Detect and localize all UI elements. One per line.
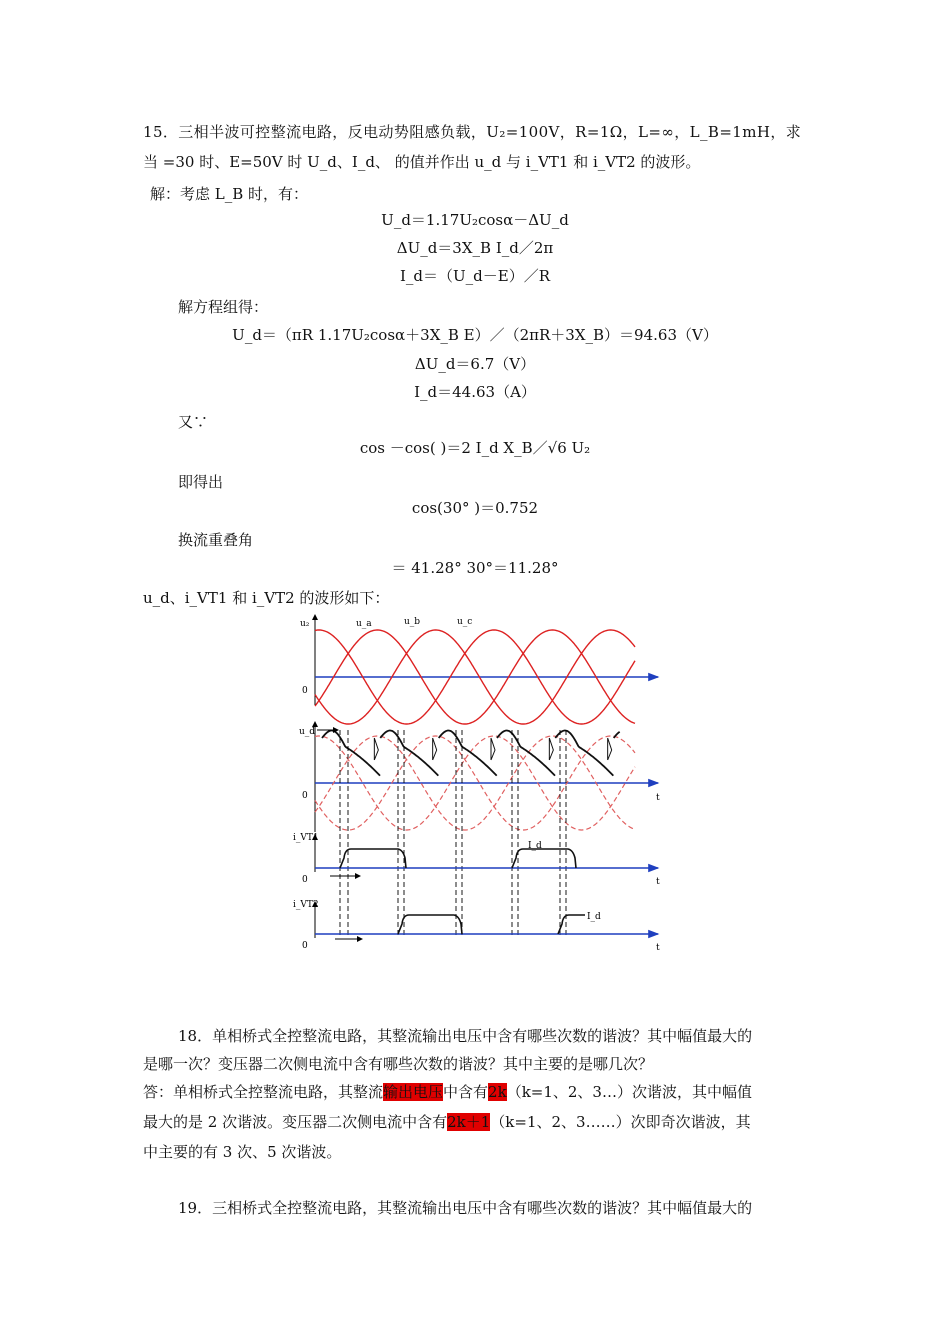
since-label: 又∵ [178, 413, 209, 431]
ivt2-pulse-2 [558, 915, 585, 934]
label-id-1: I_d [528, 841, 542, 851]
q18-line2: 是哪一次？变压器二次侧电流中含有哪些次数的谐波？其中主要的是哪几次？ [143, 1055, 654, 1073]
q18-answer-line3: 中主要的有 3 次、5 次谐波。 [143, 1143, 342, 1161]
label-u2: u₂ [300, 619, 310, 629]
result-label: 即得出 [178, 473, 224, 491]
label-ub: u_b [404, 617, 421, 627]
equation-cos: cos －cos( )＝2 I_d X_B／√6 U₂ [359, 439, 591, 457]
overlap-label: 换流重叠角 [178, 531, 254, 549]
label-ua: u_a [356, 619, 372, 629]
highlight-2k-plus-1: 2k＋1 [447, 1113, 491, 1131]
label-t-2: t [656, 793, 660, 803]
equation-delta-ud-result: ΔU_d＝6.7（V） [414, 355, 536, 373]
equation-delta-ud: ΔU_d＝3X_B I_d／2π [396, 239, 554, 257]
equation-overlap: ＝ 41.28° 30°＝11.28° [391, 559, 559, 577]
label-ivt1: i_VT1 [293, 833, 319, 843]
q18-line1: 18．单相桥式全控整流电路，其整流输出电压中含有哪些次数的谐波？其中幅值最大的 [178, 1027, 753, 1045]
label-zero-3: 0 [302, 875, 308, 885]
q15-solution-intro: 解：考虑 L_B 时，有： [150, 185, 309, 203]
q19-line1: 19．三相桥式全控整流电路，其整流输出电压中含有哪些次数的谐波？其中幅值最大的 [178, 1199, 753, 1217]
solve-label: 解方程组得： [178, 298, 269, 316]
label-zero-2: 0 [302, 791, 308, 801]
label-uc: u_c [457, 617, 473, 627]
label-id-2: I_d [587, 912, 601, 922]
equation-id: I_d＝（U_d－E）／R [399, 267, 550, 285]
ivt1-pulse-1 [340, 849, 406, 868]
label-t-4: t [656, 943, 660, 953]
waveform-caption: u_d、i_VT1 和 i_VT2 的波形如下： [143, 589, 390, 607]
label-ivt2: i_VT2 [293, 900, 319, 910]
equation-id-result: I_d＝44.63（A） [414, 383, 536, 401]
equation-ud-result: U_d＝（πR 1.17U₂cosα＋3X_B E）／（2πR＋3X_B）＝94.63（V） [232, 326, 718, 344]
commutation-notch [491, 738, 495, 760]
commutation-notch [433, 738, 437, 760]
commutation-notch [549, 738, 553, 760]
q18-answer-line1: 答：单相桥式全控整流电路，其整流输出电压中含有2k（k=1、2、3…）次谐波，其中幅值 [143, 1083, 752, 1101]
q15-line2: 当 =30 时、E=50V 时 U_d、I_d、 的值并作出 u_d 与 i_VT1 和 i_VT2 的波形。 [143, 153, 701, 171]
ivt2-pulse-1 [398, 915, 462, 934]
waveform-figure [290, 610, 670, 960]
highlight-2k: 2k [488, 1083, 507, 1101]
commutation-guides [340, 730, 566, 935]
commutation-notch [608, 738, 612, 760]
label-t-3: t [656, 877, 660, 887]
q18-answer-line2: 最大的是 2 次谐波。变压器二次侧电流中含有2k＋1（k=1、2、3……）次即奇次谐波，其 [143, 1113, 751, 1131]
label-zero-1: 0 [302, 686, 308, 696]
label-zero-4: 0 [302, 941, 308, 951]
equation-ud: U_d＝1.17U₂cosα－ΔU_d [381, 211, 569, 229]
q15-line1: 15．三相半波可控整流电路，反电动势阻感负载，U₂=100V，R=1Ω，L=∞，L_B=1mH，求 [143, 123, 802, 141]
equation-cos-result: cos(30° )＝0.752 [411, 499, 539, 517]
commutation-notch [374, 738, 378, 760]
label-ud: u_d [299, 727, 316, 737]
highlight-output-voltage: 输出电压 [383, 1083, 444, 1101]
